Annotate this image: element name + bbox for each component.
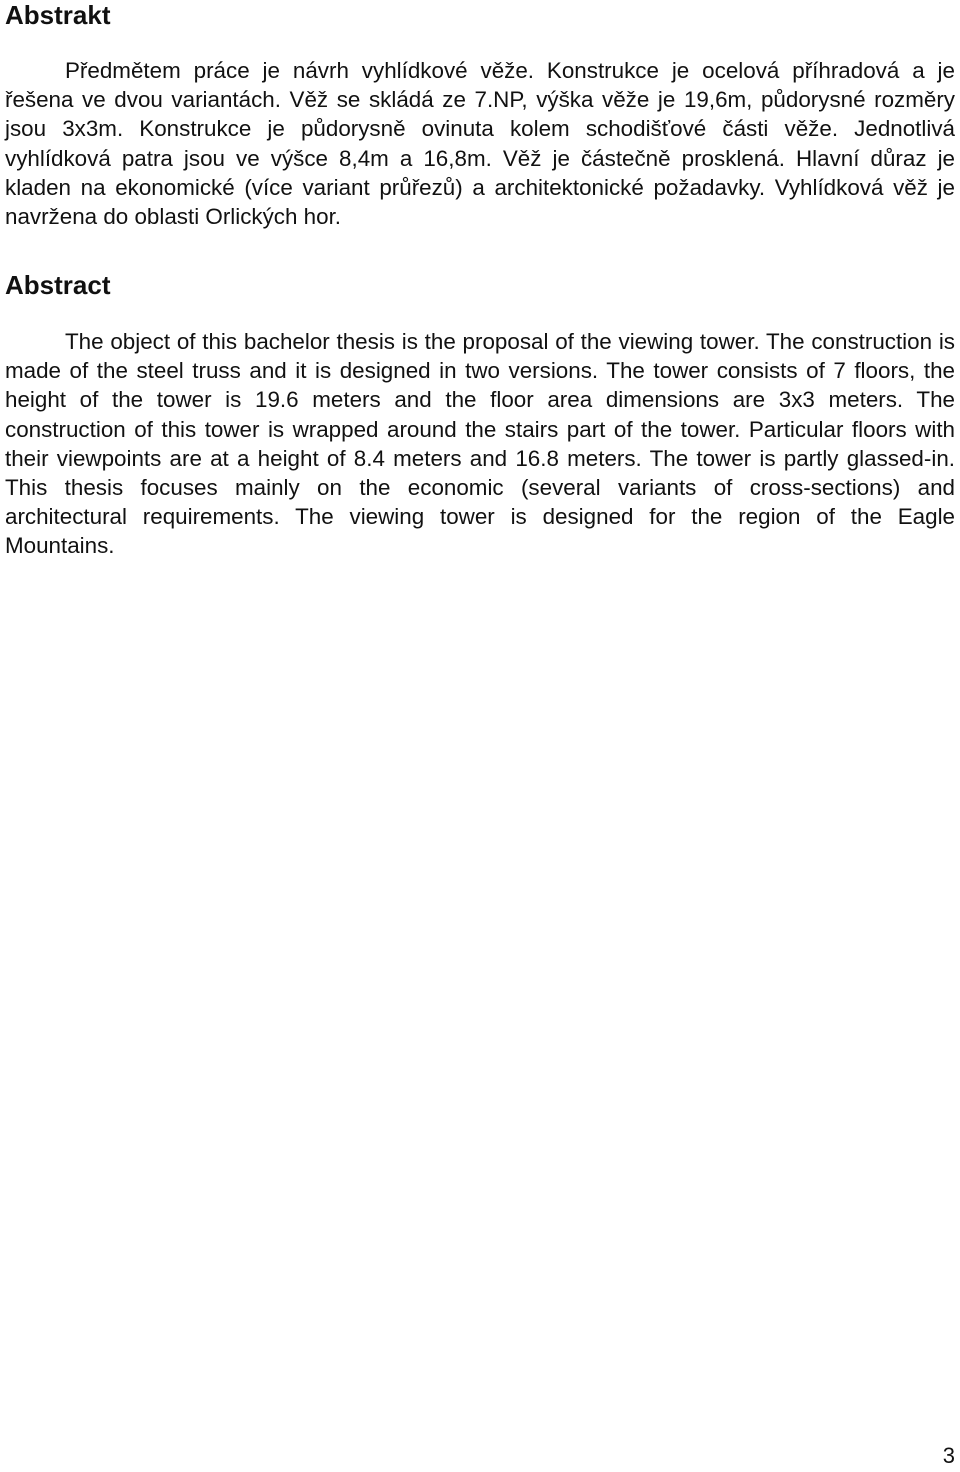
page-number: 3: [942, 1443, 955, 1468]
abstract-paragraph-czech: Předmětem práce je návrh vyhlídkové věže. Konstrukce je ocelová příhradová a je řešena ve dvou variantách. Věž se skládá ze 7.NP, výška věže je 19,6m, půdorysné rozměry jsou 3x3m. Konstrukce je půdorysně ovinuta kolem schodišťové části věže. Jednotlivá vyhlídková patra jsou ve výšce 8,4m a 16,8m. Věž je částečně prosklená. Hlavní důraz je kladen na ekonomické (více variant průřezů) a architektonické požadavky. Vyhlídková věž je navržena do oblasti Orlických hor.: [5, 58, 955, 230]
abstract-heading-czech: Abstrakt: [5, 0, 111, 30]
abstract-paragraph-english: The object of this bachelor thesis is the proposal of the viewing tower. The construction is made of the steel truss and it is designed in two versions. The tower consists of 7 floors, the height of the tower is 19.6 meters and the floor area dimensions are 3x3 meters. The construction of this tower is wrapped around the stairs part of the tower. Particular floors with their viewpoints are at a height of 8.4 meters and 16.8 meters. The tower is partly glassed-in. This thesis focuses mainly on the economic (several variants of cross-sections) and architectural requirements. The viewing tower is designed for the region of the Eagle Mountains.: [5, 329, 955, 559]
abstract-heading-english: Abstract: [5, 270, 111, 300]
